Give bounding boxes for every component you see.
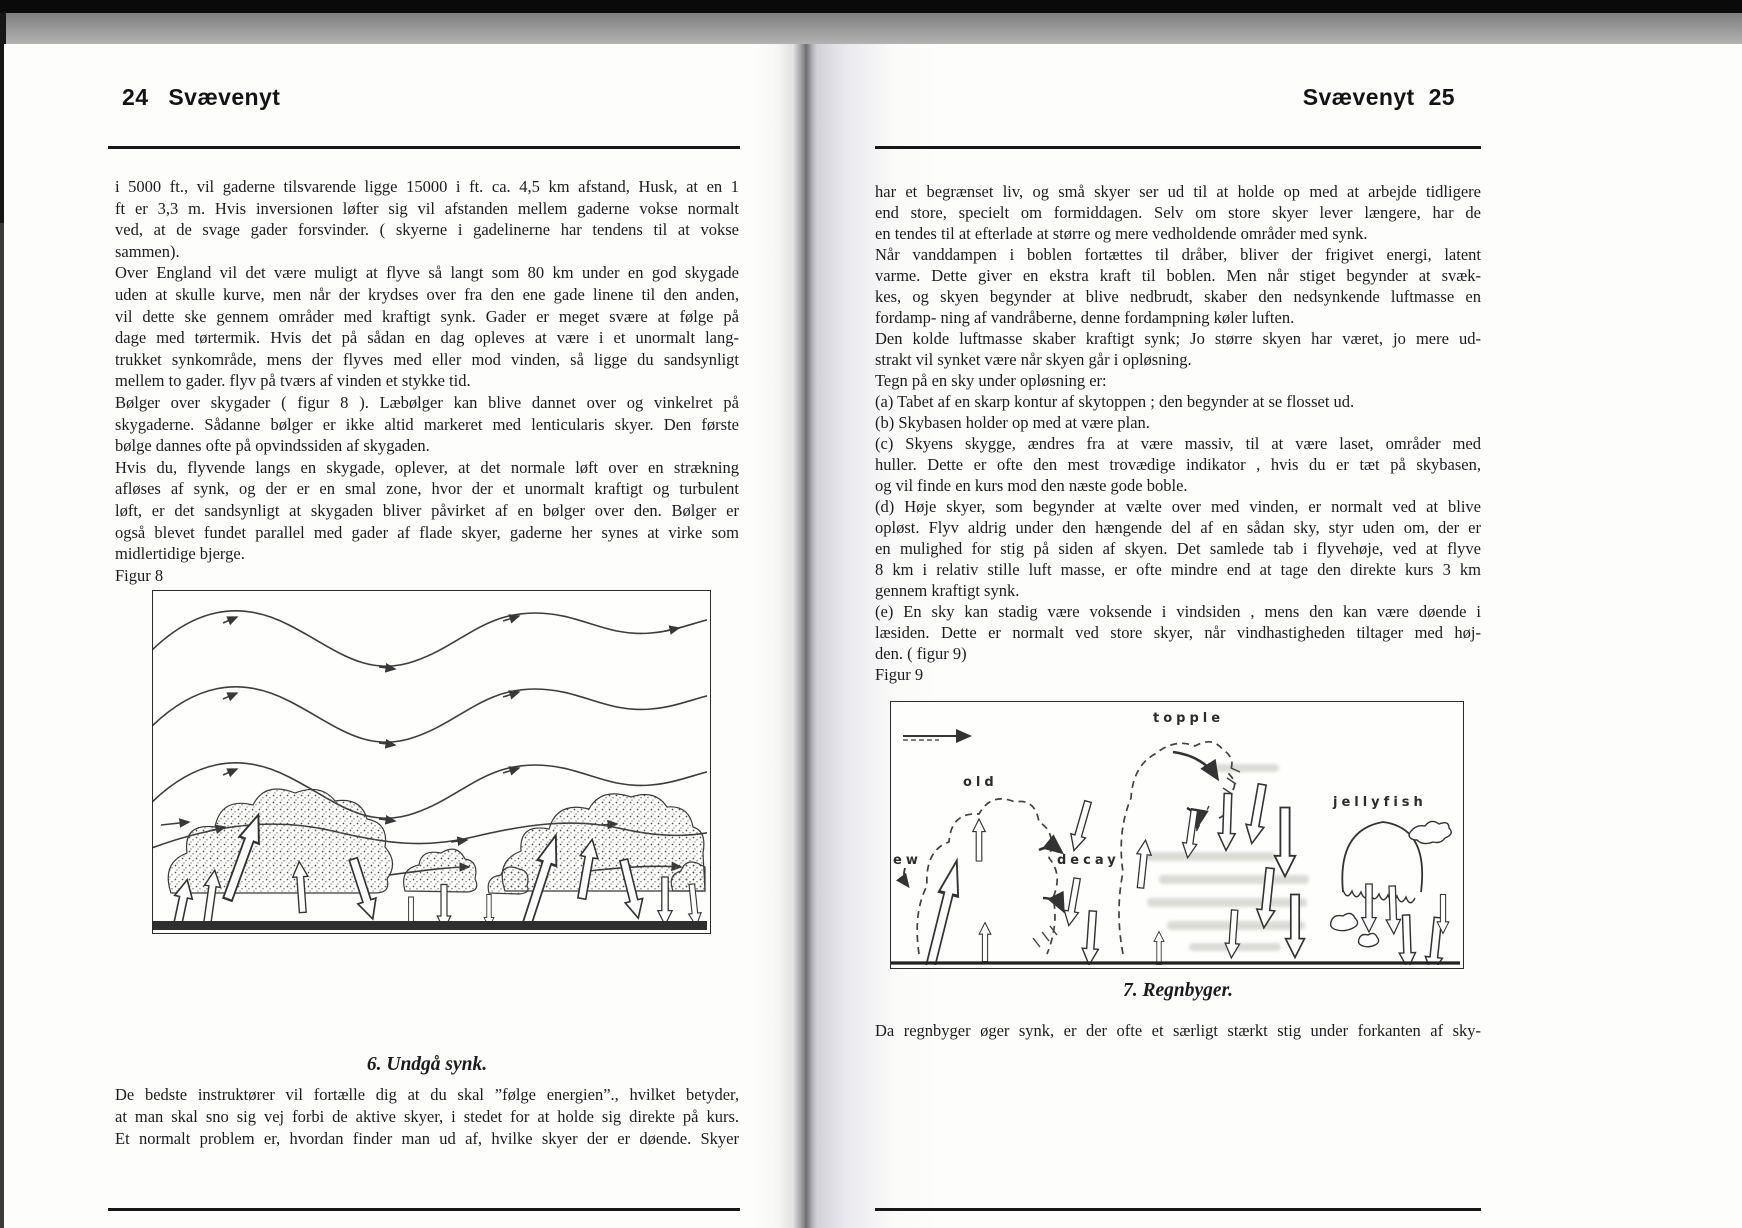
up-arrow-icon — [920, 858, 967, 965]
text-line: læsiden. Dette er normalt ved store skyer, når vindhastigheden tiltager med høj- — [875, 623, 1481, 642]
text-line: har et begrænset liv, og små skyer ser ud til at holde op med at arbejde tidligere — [875, 182, 1481, 201]
right-page — [818, 44, 1742, 1228]
text-line: end store, specielt om formiddagen. Selv om store skyer lever længere, har de — [875, 203, 1481, 222]
up-arrow-icon — [1133, 839, 1152, 888]
text-line: (e) En sky kan stadig være voksende i vindsiden , mens den kan være døende i — [875, 602, 1481, 621]
down-arrow-icon — [1067, 799, 1096, 852]
right-bottom-rule — [875, 1208, 1481, 1211]
text-line: (a) Tabet af en skarp kontur af skytoppen ; den begynder at se flosset ud. — [875, 392, 1355, 411]
up-arrow-icon — [979, 923, 991, 962]
text-line: afløses af synk, og der er en smal zone, hvor der et unormalt kraftigt og turbulent — [115, 479, 739, 499]
text-line: gennem kraftigt synk. — [875, 581, 1020, 600]
text-line: Over England vil det være muligt at flyve så langt som 80 km under en god skygade — [115, 263, 739, 283]
text-line: trukket synkområde, mens der flyves med eller mod vinden, så ligge du sandsynligt — [115, 349, 739, 369]
text-line: Et normalt problem er, hvordan finder man ud af, hvilke skyer der er døende. Skyer — [115, 1129, 739, 1148]
old-label: old — [963, 775, 998, 790]
figure-9-drawing — [891, 702, 1460, 965]
text-line: Da regnbyger øger synk, er der ofte et særligt stærkt stig under forkanten af sky- — [875, 1021, 1481, 1040]
figure-9-caption: 7. Regnbyger. — [1123, 980, 1233, 1001]
text-line: fordamp- ning af vandråberne, denne fordampning køler luften. — [875, 308, 1295, 327]
text-line: at man skal sno sig vej forbi de aktive skyer, i stedet for at holde sig direkte på kurs. — [115, 1107, 739, 1126]
down-arrow-icon — [1385, 886, 1401, 934]
text-line: strakt vil synket være når skyen går i opløsning. — [875, 350, 1192, 369]
text-line: midlertidige bjerge. — [115, 544, 245, 564]
text-line: Figur 9 — [875, 665, 924, 684]
text-line: Bølger over skygader ( figur 8 ). Læbølger kan blive dannet over og vinkelret på — [115, 392, 739, 412]
down-arrow-icon — [1398, 915, 1416, 965]
up-arrow-icon — [973, 819, 986, 861]
book-spine-shadow — [792, 44, 818, 1228]
text-line: varme. Dette giver en ekstra kraft til boblen. Men når stiget begynder at svæk- — [875, 266, 1481, 285]
decay-label: decay — [1057, 853, 1120, 868]
text-line: bølge dannes ofte på opvindssiden af skygaden. — [115, 436, 430, 456]
text-line: dage med tørtermik. Hvis det på sådan en dag opleves at være i et unormalt lang- — [115, 328, 739, 348]
jellyfish-label: jellyfish — [1333, 795, 1427, 810]
text-line: skygaderne. Sådanne bølger er ikke altid markeret med lenticularis skyer. Den første — [115, 414, 739, 434]
scanner-top-black-band — [0, 0, 1742, 13]
left-journal-title: Svævenyt — [168, 84, 281, 110]
right-body-text — [875, 181, 1481, 685]
text-line: en mulighed for stig på siden af skyen. Det samlede tab i flyvehøje, ved at flyve — [875, 539, 1481, 558]
down-arrow-icon — [1224, 910, 1242, 959]
text-line: kes, og skyen begynder at blive nedbrudt, skaber den nedsynkende luftmasse en — [875, 287, 1481, 306]
text-line: Figur 8 — [115, 565, 164, 585]
down-arrow-icon — [1217, 793, 1236, 851]
right-page-header — [875, 84, 1481, 111]
wave-streamline — [153, 611, 707, 821]
text-line: De bedste instruktører vil fortælle dig at du skal ”følge energien”., hvilket betyder, — [115, 1085, 739, 1104]
down-arrow-icon — [1062, 877, 1085, 927]
right-page-number: 25 — [1428, 84, 1455, 110]
down-arrow-icon — [1362, 884, 1376, 932]
figure-8 — [152, 590, 711, 934]
left-page-header — [122, 84, 280, 111]
right-closing-text — [875, 1020, 1481, 1042]
text-line: i 5000 ft., vil gaderne tilsvarende ligge 15000 i ft. ca. 4,5 km afstand, Husk, at en 1 — [115, 177, 739, 196]
text-line: opløst. Flyv aldrig under den hængende del af en sådan sky, styr uden om, der er — [875, 518, 1481, 537]
down-arrow-icon — [1275, 808, 1296, 877]
text-line: Den kolde luftmasse skaber kraftigt synk; Jo større skyen har været, jo mere ud- — [875, 329, 1481, 348]
right-journal-title: Svævenyt — [1302, 84, 1415, 110]
left-page — [4, 44, 792, 1228]
left-bottom-rule — [108, 1208, 740, 1211]
text-line: (c) Skyens skygge, ændres fra at være massiv, til at være laset, områder med — [875, 434, 1481, 453]
text-line: Tegn på en sky under opløsning er: — [875, 371, 1107, 390]
new-label-partial: ew — [893, 853, 922, 868]
figure-8-drawing — [153, 591, 707, 930]
text-line: og vil finde en kurs mod den næste gode boble. — [875, 476, 1188, 495]
text-line: ved, at de svage gader forsvinder. ( skyerne i gadelinerne har tendens til at vokse — [115, 220, 739, 240]
down-arrow-icon — [1243, 783, 1271, 845]
down-arrow-icon — [1181, 809, 1202, 859]
text-line: sammen). — [115, 241, 180, 261]
text-line: også blevet fundet parallel med gader af flade skyer, gaderne her synes at virke som — [115, 522, 739, 542]
text-line: Når vanddampen i boblen fortættes til dråber, bliver der frigivet energi, latent — [875, 245, 1481, 264]
small-wavy-cloud — [1409, 821, 1451, 843]
up-arrow-icon — [1154, 932, 1164, 965]
text-line: vil dette ske gennem områder med kraftigt synk. Gader er meget svære at følge på — [115, 306, 739, 326]
left-header-rule — [108, 146, 740, 149]
ground-line — [153, 921, 707, 930]
down-arrow-icon — [1081, 911, 1101, 965]
left-closing-text — [115, 1084, 739, 1150]
figure-8-caption: 6. Undgå synk. — [366, 1054, 488, 1075]
text-line: Hvis du, flyvende langs en skygade, oplever, at det normale løft over en strækning — [115, 457, 739, 477]
text-line: (b) Skybasen holder op med at være plan. — [875, 413, 1150, 432]
figure-9 — [890, 701, 1464, 969]
text-line: løft, er det sandsynligt at skygaden bliver påvirket af en bølger over den. Bølger er — [115, 500, 739, 520]
text-line: en tendes til at efterlade at større og mere vedholdende områder med synk. — [875, 224, 1368, 243]
text-line: uden at skulle kurve, men når der krydses over fra den ene gade linene til den anden, — [115, 284, 739, 304]
wind-arrow-icon — [903, 736, 969, 740]
text-line: den. ( figur 9) — [875, 644, 967, 663]
text-line: 8 km i relativ stille luft masse, er ofte mindre end at tage den direkte kurs 3 km — [875, 560, 1481, 579]
right-header-rule — [875, 146, 1481, 149]
text-line: huller. Dette er ofte den mest trovædige indikator , hvis du er tæt på skybasen, — [875, 455, 1481, 474]
topple-label: topple — [1153, 711, 1225, 726]
left-body-text — [115, 176, 739, 586]
text-line: (d) Høje skyer, som begynder at vælte over med vinden, er normalt ved at blive — [875, 497, 1481, 516]
text-line: mellem to gader. flyv på tværs af vinden et stykke tid. — [115, 371, 471, 391]
text-line: ft er 3,3 m. Hvis inversionen løfter sig vil afstanden mellem gaderne vokse normalt — [115, 198, 739, 218]
left-page-number: 24 — [122, 84, 149, 110]
scanner-gray-band — [0, 13, 1742, 44]
